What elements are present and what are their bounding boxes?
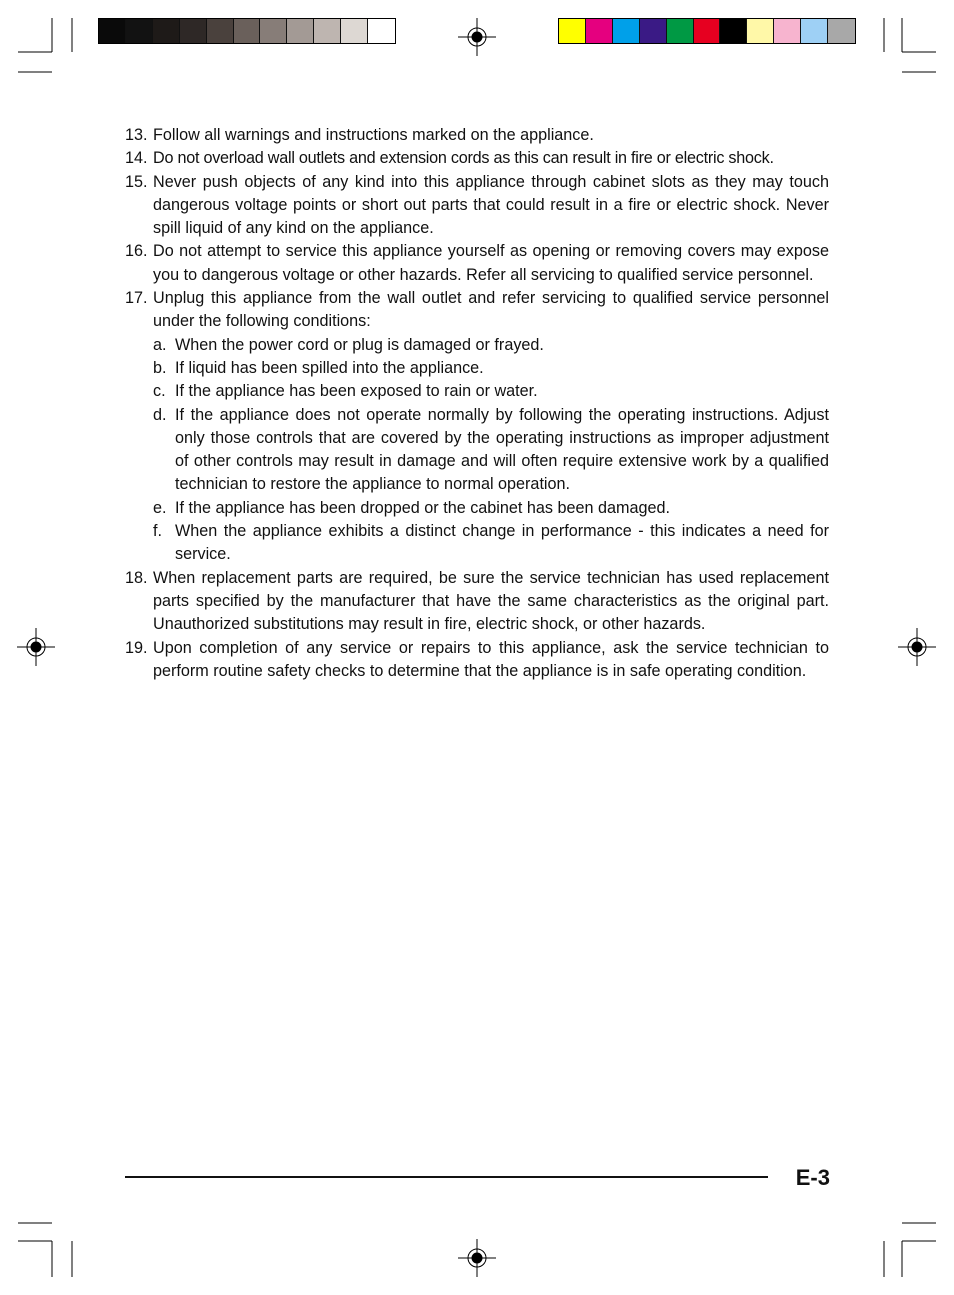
list-item-16 [125,240,829,287]
gray-swatch-6 [234,19,261,43]
list-item-14 [125,147,829,170]
item-text: Never push objects of any kind into this appliance through cabinet slots as they may touch dangerous voltage points or short out parts that could result in a fire or electric shock. Never spill liquid of any kind on the appliance. [153,172,829,238]
item-text: Follow all warnings and instructions marked on the appliance. [153,126,594,144]
gray-swatch-7 [260,19,287,43]
color-swatch-11 [828,19,855,43]
color-swatch-4 [640,19,667,43]
gray-swatch-8 [287,19,314,43]
condition-letter: c. [153,382,166,401]
gray-swatch-4 [180,19,207,43]
list-item-19 [125,637,829,684]
condition-text: If the appliance does not operate normally by following the operating instructions. Adjust only those controls that are covered by the operating instructions as improper adjustment of other controls may result in damage and will often require extensive work by a qualified technician to restore the appliance to normal operation. [175,405,829,494]
condition-letter: e. [153,498,167,517]
list-item-18 [125,567,829,637]
process-color-bar [558,18,856,44]
color-swatch-2 [586,19,613,43]
gray-swatch-1 [99,19,126,43]
condition-letter: b. [153,358,167,377]
list-item-17 [125,287,829,567]
item-number: 17. [125,289,148,308]
gray-swatch-10 [341,19,368,43]
condition-letter: a. [153,335,167,354]
condition-text: When the power cord or plug is damaged or frayed. [175,335,544,354]
item-text: When replacement parts are required, be sure the service technician has used replacement parts specified by the manufacturer that have the same characteristics as the original part. Unauthorized substitutions may result in fire, electric shock, or other hazards. [153,568,829,634]
item-text: Unplug this appliance from the wall outlet and refer servicing to qualified service personnel under the following conditions: [153,289,829,331]
item-number: 19. [125,638,148,657]
list-item-13 [125,124,829,147]
condition-text: If the appliance has been exposed to rain or water. [175,382,538,401]
condition-letter: d. [153,405,167,424]
condition-e [153,497,829,520]
condition-a [153,334,829,357]
condition-f [153,520,829,567]
color-swatch-8 [747,19,774,43]
gray-swatch-5 [207,19,234,43]
condition-b [153,357,829,380]
condition-letter: f. [153,522,162,541]
registration-mark-left [17,628,55,666]
registration-mark-top [458,18,496,56]
grayscale-color-bar [98,18,396,44]
item-number: 15. [125,172,148,191]
color-swatch-3 [613,19,640,43]
color-swatch-1 [559,19,586,43]
item-text: Do not overload wall outlets and extension cords as this can result in fire or electric shock. [153,149,774,168]
registration-mark-right [898,628,936,666]
condition-d [153,404,829,497]
condition-text: If liquid has been spilled into the appliance. [175,358,484,377]
item-text: Upon completion of any service or repairs to this appliance, ask the service technician to perform routine safety checks to determine that the appliance is in safe operating condition. [153,638,829,680]
color-swatch-5 [667,19,694,43]
gray-swatch-2 [126,19,153,43]
page-number: E-3 [795,1165,830,1190]
color-swatch-9 [774,19,801,43]
footer-rule [125,1176,768,1178]
gray-swatch-11 [368,19,395,43]
color-swatch-7 [720,19,747,43]
condition-c [153,380,829,403]
color-swatch-10 [801,19,828,43]
item-body [153,287,829,567]
item-number: 14. [125,149,148,168]
item-number: 16. [125,242,148,261]
color-swatch-6 [694,19,721,43]
gray-swatch-9 [314,19,341,43]
condition-text: If the appliance has been dropped or the cabinet has been damaged. [175,498,670,517]
gray-swatch-3 [153,19,180,43]
item-number: 13. [125,126,148,144]
item-number: 18. [125,568,148,587]
safety-instructions-list [125,124,829,683]
list-item-15 [125,171,829,241]
condition-text: When the appliance exhibits a distinct change in performance - this indicates a need for service. [175,522,829,564]
registration-mark-bottom [458,1239,496,1277]
item-text: Do not attempt to service this appliance yourself as opening or removing covers may expose you to dangerous voltage or other hazards. Refer all servicing to qualified service personnel. [153,242,829,284]
